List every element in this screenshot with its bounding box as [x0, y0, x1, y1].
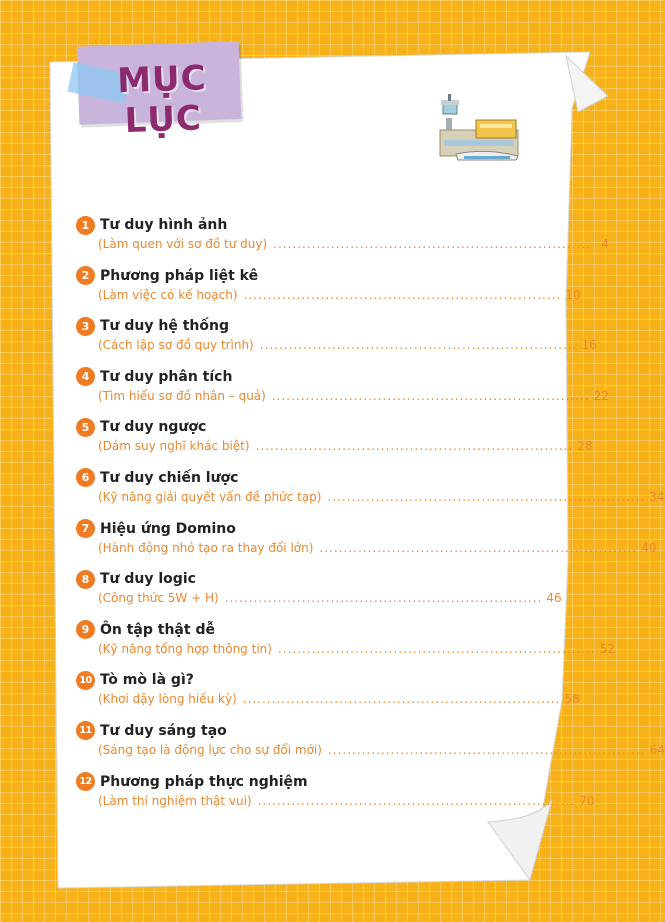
page-number: 22 — [593, 388, 609, 403]
toc-entry-6[interactable] — [76, 466, 665, 517]
leader-dots: .................................................................. — [259, 338, 578, 353]
leader-dots: .................................................................. — [224, 591, 543, 606]
chapter-number: 10 — [76, 671, 95, 690]
leader-dots: .................................................................. — [257, 793, 576, 808]
toc-entry-4[interactable] — [76, 365, 609, 416]
chapter-subtitle: (Làm thí nghiệm thật vui) — [98, 793, 252, 808]
page-number: 58 — [564, 692, 580, 707]
chapter-title: Tư duy ngược — [100, 419, 207, 436]
chapter-number: 9 — [76, 620, 95, 639]
chapter-number: 11 — [76, 721, 95, 740]
leader-dots: .................................................................. — [255, 439, 574, 454]
leader-dots: .................................................................. — [273, 237, 591, 251]
page-number: 4 — [601, 237, 609, 251]
page-number: 16 — [581, 338, 597, 353]
chapter-number: 7 — [76, 519, 95, 538]
chapter-number: 3 — [76, 317, 95, 336]
toc-entry-8[interactable] — [76, 567, 562, 618]
chapter-subtitle: (Sáng tạo là động lực cho sự đổi mới) — [98, 742, 322, 757]
toc-entry-9[interactable] — [76, 618, 615, 669]
leader-dots: .................................................................. — [327, 489, 646, 504]
leader-dots: .................................................................. — [243, 287, 562, 302]
chapter-number: 4 — [76, 367, 95, 386]
leader-dots: .................................................................. — [327, 742, 646, 757]
leader-dots: .................................................................. — [319, 540, 638, 555]
page-number: 10 — [565, 287, 581, 302]
chapter-title: Tò mò là gì? — [100, 672, 194, 689]
chapter-number: 6 — [76, 468, 95, 487]
toc-entry-3[interactable] — [76, 314, 597, 365]
airport-building-icon — [436, 90, 524, 166]
chapter-number: 12 — [76, 772, 95, 791]
chapter-title: Tư duy hình ảnh — [100, 217, 228, 233]
chapter-subtitle: (Làm việc có kế hoạch) — [98, 287, 238, 302]
toc-entry-2[interactable] — [76, 264, 581, 315]
chapter-title: Ôn tập thật dễ — [100, 621, 215, 638]
chapter-title: Tư duy phân tích — [100, 368, 233, 385]
leader-dots: .................................................................. — [277, 641, 596, 656]
chapter-subtitle: (Hành động nhỏ tạo ra thay đổi lớn) — [98, 540, 314, 555]
page-number: 52 — [599, 641, 615, 656]
chapter-number: 1 — [76, 216, 95, 235]
page-number: 70 — [579, 793, 595, 808]
chapter-subtitle: (Làm quen với sơ đồ tư duy) — [98, 237, 268, 251]
chapter-subtitle: (Khơi dậy lòng hiếu kỳ) — [98, 692, 237, 707]
page-number: 28 — [577, 439, 593, 454]
chapter-title: Tư duy hệ thống — [100, 318, 229, 335]
page-number: 34 — [649, 489, 665, 504]
toc-entry-12[interactable] — [76, 770, 595, 821]
chapter-title: Tư duy logic — [100, 571, 196, 588]
chapter-number: 8 — [76, 570, 95, 589]
toc-entry-11[interactable] — [76, 719, 665, 770]
chapter-subtitle: (Công thức 5W + H) — [98, 591, 219, 606]
page-number: 64 — [649, 742, 665, 757]
chapter-title: Phương pháp liệt kê — [100, 267, 259, 284]
table-of-contents — [76, 213, 665, 820]
page-title: MỤC LỤC — [116, 58, 208, 142]
chapter-subtitle: (Cách lập sơ đồ quy trình) — [98, 338, 254, 353]
chapter-title: Hiệu ứng Domino — [100, 520, 236, 537]
chapter-subtitle: (Kỹ năng tổng hợp thông tin) — [98, 641, 272, 656]
chapter-subtitle: (Dám suy nghĩ khác biệt) — [98, 439, 250, 454]
toc-entry-10[interactable] — [76, 668, 580, 719]
chapter-title: Tư duy sáng tạo — [100, 722, 227, 739]
chapter-title: Tư duy chiến lược — [100, 469, 239, 486]
chapter-title: Phương pháp thực nghiệm — [100, 773, 308, 790]
chapter-number: 5 — [76, 418, 95, 437]
toc-entry-7[interactable] — [76, 517, 657, 568]
title-label — [69, 41, 242, 142]
chapter-number: 2 — [76, 266, 95, 285]
chapter-subtitle: (Tìm hiểu sơ đồ nhân – quả) — [98, 388, 266, 403]
leader-dots: .................................................................. — [271, 388, 590, 403]
chapter-subtitle: (Kỹ năng giải quyết vấn đề phức tạp) — [98, 489, 322, 504]
toc-entry-1[interactable] — [76, 213, 609, 264]
toc-entry-5[interactable] — [76, 415, 593, 466]
page-number: 46 — [546, 591, 562, 606]
leader-dots: .................................................................. — [242, 692, 561, 707]
page-number: 40 — [641, 540, 657, 555]
